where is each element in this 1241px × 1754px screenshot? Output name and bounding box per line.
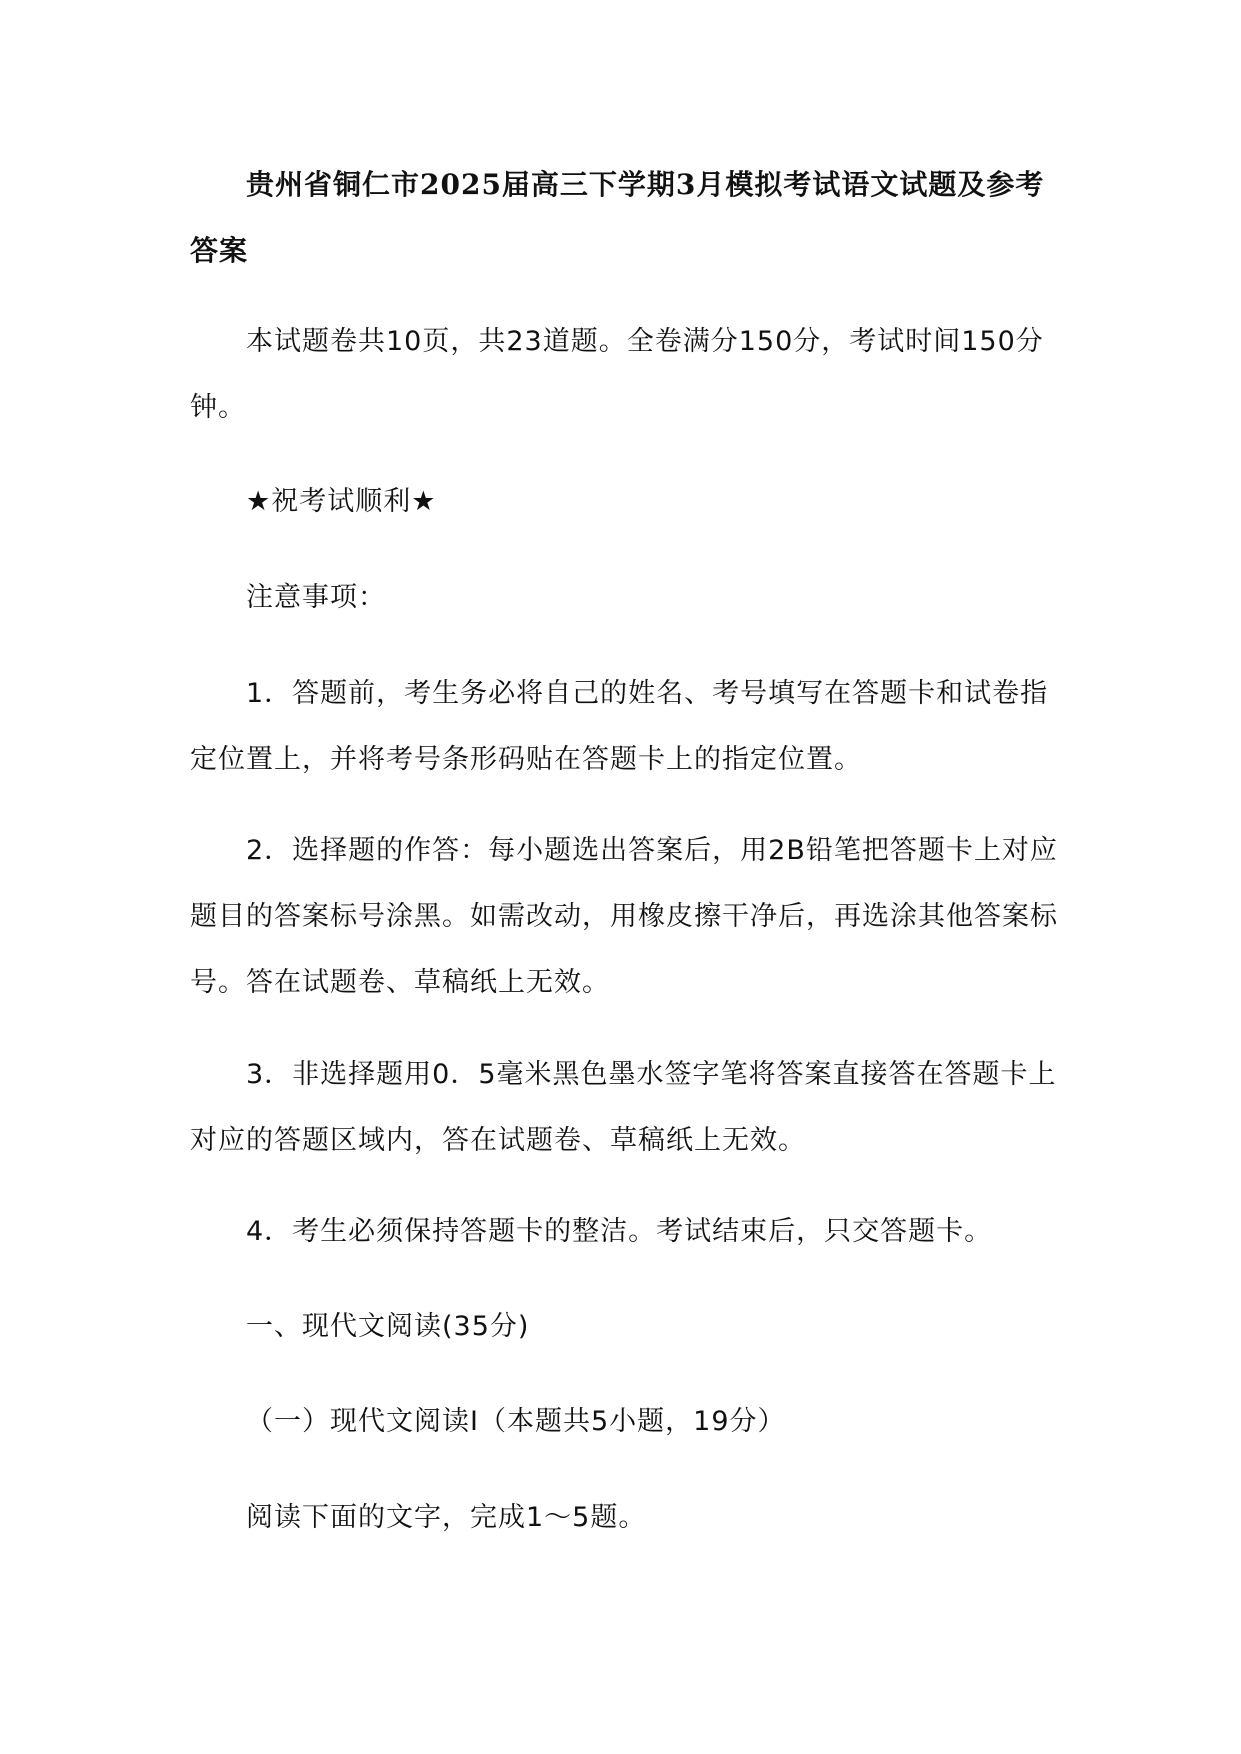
notice-item-4: 4．考生必须保持答题卡的整洁。考试结束后，只交答题卡。 xyxy=(246,1216,993,1247)
subsection-heading-reading-1: （一）现代文阅读Ⅰ（本题共5小题，19分） xyxy=(246,1406,786,1437)
notice-item-2: 2．选择题的作答：每小题选出答案后，用2B铅笔把答题卡上对应题目的答案标号涂黑。如需改动，用橡皮擦干净后，再选涂其他答案标号。答在试题卷、草稿纸上无效。 xyxy=(190,835,1058,998)
section-heading-modern-reading: 一、现代文阅读(35分) xyxy=(246,1311,530,1342)
notice-item-3: 3．非选择题用0．5毫米黑色墨水签字笔将答案直接答在答题卡上对应的答题区域内，答在试题卷、草稿纸上无效。 xyxy=(190,1059,1057,1156)
notice-item-1: 1．答题前，考生务必将自己的姓名、考号填写在答题卡和试卷指定位置上，并将考号条形码贴在答题卡上的指定位置。 xyxy=(190,678,1049,775)
reading-instruction: 阅读下面的文字，完成1～5题。 xyxy=(246,1502,647,1533)
good-luck-line: ★祝考试顺利★ xyxy=(246,486,437,517)
notice-heading: 注意事项： xyxy=(246,582,386,613)
document-title: 贵州省铜仁市2025届高三下学期3月模拟考试语文试题及参考答案 xyxy=(190,168,1045,267)
exam-intro: 本试题卷共10页，共23道题。全卷满分150分，考试时间150分钟。 xyxy=(190,326,1044,423)
